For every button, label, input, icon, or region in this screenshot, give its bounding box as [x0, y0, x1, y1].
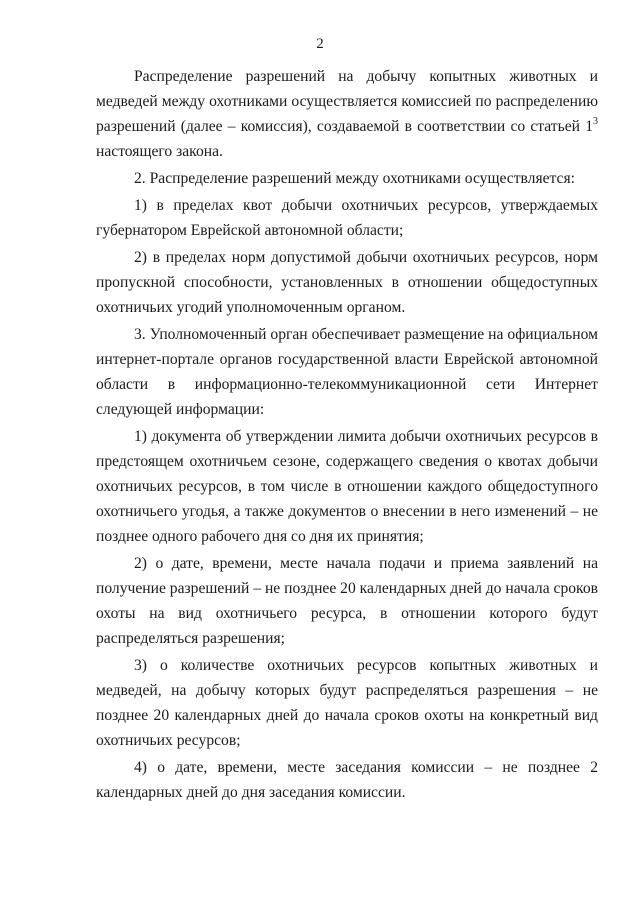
paragraph-clause-3: 3. Уполномоченный орган обеспечивает размещение на официальном интернет-портале органов государственной власти Еврейской автономной области в информационно-телекоммуникационной сети Интернет следующей информации:: [96, 326, 598, 418]
paragraph-intro-text: Распределение разрешений на добычу копытных животных и медведей между охотниками осуществляется комиссией по распределению разрешений (далее – комиссия), создаваемой в соответствии со статьей 1: [96, 68, 598, 135]
paragraph-clause-3-item-1: 1) документа об утверждении лимита добычи охотничьих ресурсов в предстоящем охотничьем сезоне, содержащего сведения о квотах добычи охотничьих ресурсов, в том числе в отношении каждого общедоступного охотничьего угодья, а также документов о внесении в него изменений – не позднее одного рабочего дня со дня их принятия;: [96, 428, 598, 545]
paragraph-intro-end: настоящего закона.: [96, 143, 223, 160]
paragraph-clause-3-item-4: 4) о дате, времени, месте заседания комиссии – не позднее 2 календарных дней до дня заседания комиссии.: [96, 759, 598, 801]
page-number: 2: [316, 36, 324, 52]
paragraph-clause-3-item-2: 2) о дате, времени, месте начала подачи и приема заявлений на получение разрешений – не позднее 20 календарных дней до начала сроков охоты на вид охотничьего ресурса, в отношении которого будут распределяться разрешения;: [96, 555, 598, 647]
paragraph-clause-3-item-3: 3) о количестве охотничьих ресурсов копытных животных и медведей, на добычу которых будут распределяться разрешения – не позднее 20 календарных дней до начала сроков охоты на конкретный вид охотничьих ресурсов;: [96, 657, 598, 749]
article-superscript: 3: [593, 116, 598, 127]
paragraph-clause-2: 2. Распределение разрешений между охотниками осуществляется:: [134, 170, 575, 187]
paragraph-clause-2-item-2: 2) в пределах норм допустимой добычи охотничьих ресурсов, норм пропускной способности, установленных в отношении общедоступных охотничьих угодий уполномоченным органом.: [96, 249, 598, 316]
paragraph-intro: [96, 64, 598, 164]
document-body: [96, 64, 598, 805]
paragraph-clause-2-item-1: 1) в пределах квот добычи охотничьих ресурсов, утверждаемых губернатором Еврейской автономной области;: [96, 197, 598, 239]
